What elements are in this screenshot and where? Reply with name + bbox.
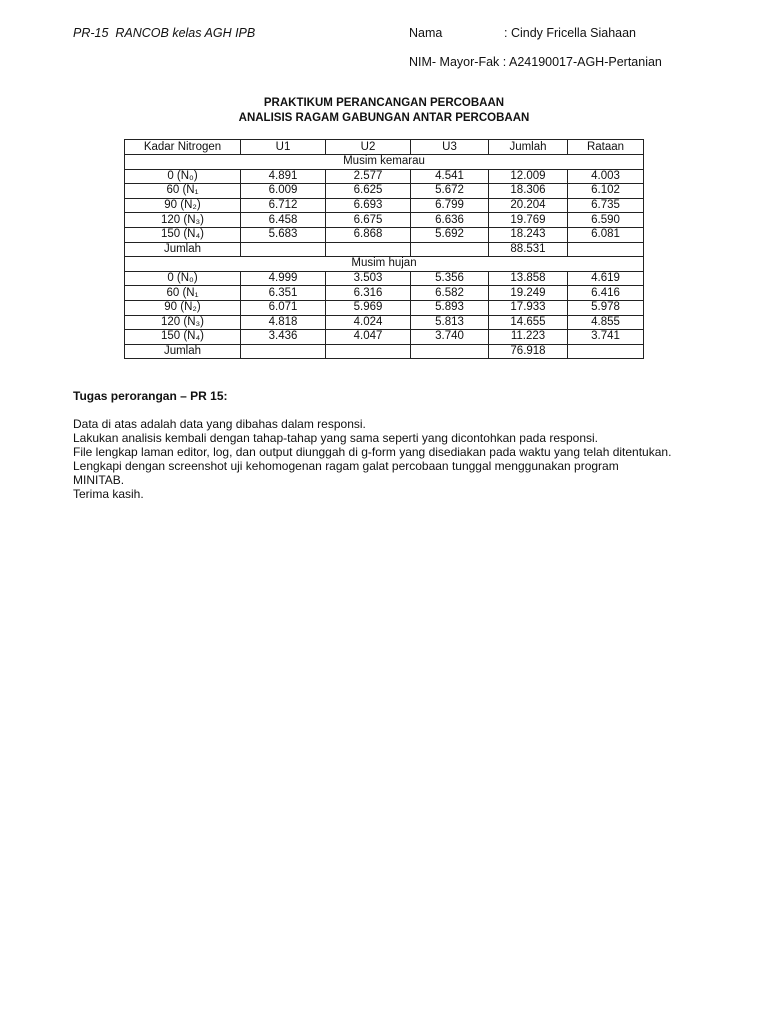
value-cell: 6.799 xyxy=(411,198,489,213)
value-cell: 3.503 xyxy=(326,271,411,286)
value-cell: 6.071 xyxy=(241,300,326,315)
table-row xyxy=(125,315,644,330)
total-cell xyxy=(326,242,411,257)
task-paragraph: Data di atas adalah data yang dibahas dalam responsi. xyxy=(73,417,366,431)
treatment-cell: 0 (N₀) xyxy=(125,169,241,184)
table-row xyxy=(125,184,644,199)
header-cell: U2 xyxy=(326,140,411,155)
total-label: Jumlah xyxy=(125,242,241,257)
value-cell: 6.735 xyxy=(568,198,644,213)
table-row xyxy=(125,213,644,228)
table-row xyxy=(125,286,644,301)
value-cell: 6.693 xyxy=(326,198,411,213)
table-row xyxy=(125,198,644,213)
value-cell: 5.969 xyxy=(326,300,411,315)
header-cell: Kadar Nitrogen xyxy=(125,140,241,155)
total-cell xyxy=(411,344,489,359)
total-cell xyxy=(568,242,644,257)
treatment-cell: 0 (N₀) xyxy=(125,271,241,286)
total-cell: 88.531 xyxy=(489,242,568,257)
treatment-cell: 150 (N₄) xyxy=(125,330,241,345)
value-cell: 5.672 xyxy=(411,184,489,199)
section-label: Musim hujan xyxy=(125,257,644,272)
value-cell: 4.047 xyxy=(326,330,411,345)
task-paragraph: Lakukan analisis kembali dengan tahap-tahap yang sama seperti yang dicontohkan pada responsi. xyxy=(73,431,599,445)
total-cell xyxy=(326,344,411,359)
value-cell: 4.024 xyxy=(326,315,411,330)
task-section xyxy=(73,389,673,501)
value-cell: 6.351 xyxy=(241,286,326,301)
header-cell: U1 xyxy=(241,140,326,155)
value-cell: 19.249 xyxy=(489,286,568,301)
header-cell: Jumlah xyxy=(489,140,568,155)
treatment-cell: 120 (N₃) xyxy=(125,213,241,228)
section-row xyxy=(125,155,644,170)
value-cell: 5.692 xyxy=(411,227,489,242)
value-cell: 4.855 xyxy=(568,315,644,330)
value-cell: 6.009 xyxy=(241,184,326,199)
value-cell: 4.619 xyxy=(568,271,644,286)
treatment-cell: 90 (N₂) xyxy=(125,300,241,315)
value-cell: 6.625 xyxy=(326,184,411,199)
name-label: Nama xyxy=(409,26,443,40)
table-row xyxy=(125,300,644,315)
value-cell: 4.891 xyxy=(241,169,326,184)
total-cell: 76.918 xyxy=(489,344,568,359)
value-cell: 6.416 xyxy=(568,286,644,301)
value-cell: 5.683 xyxy=(241,227,326,242)
value-cell: 3.741 xyxy=(568,330,644,345)
data-table xyxy=(124,139,644,359)
treatment-cell: 60 (N₁ xyxy=(125,286,241,301)
value-cell: 6.102 xyxy=(568,184,644,199)
section-row xyxy=(125,257,644,272)
task-paragraph: File lengkap laman editor, log, dan output diunggah di g-form yang disediakan pada waktu yang telah ditentukan. xyxy=(73,445,672,459)
value-cell: 6.590 xyxy=(568,213,644,228)
total-cell xyxy=(411,242,489,257)
value-cell: 18.306 xyxy=(489,184,568,199)
value-cell: 14.655 xyxy=(489,315,568,330)
task-title: Tugas perorangan – PR 15: xyxy=(73,389,228,403)
task-paragraph: Lengkapi dengan screenshot uji kehomogenan ragam galat percobaan tunggal menggunakan program MINITAB. xyxy=(73,459,619,487)
table-body xyxy=(125,155,644,359)
value-cell: 4.818 xyxy=(241,315,326,330)
name-value: : Cindy Fricella Siahaan xyxy=(504,26,637,40)
title-line-1: PRAKTIKUM PERANCANGAN PERCOBAAN xyxy=(263,97,505,109)
value-cell: 11.223 xyxy=(489,330,568,345)
value-cell: 6.316 xyxy=(326,286,411,301)
value-cell: 5.813 xyxy=(411,315,489,330)
treatment-cell: 150 (N₄) xyxy=(125,227,241,242)
value-cell: 3.436 xyxy=(241,330,326,345)
value-cell: 6.636 xyxy=(411,213,489,228)
table-header-row xyxy=(125,140,644,155)
value-cell: 19.769 xyxy=(489,213,568,228)
title-line-2: ANALISIS RAGAM GABUNGAN ANTAR PERCOBAAN xyxy=(238,112,530,124)
treatment-cell: 60 (N₁ xyxy=(125,184,241,199)
treatment-cell: 90 (N₂) xyxy=(125,198,241,213)
task-paragraph: Terima kasih. xyxy=(73,487,144,501)
value-cell: 13.858 xyxy=(489,271,568,286)
value-cell: 5.893 xyxy=(411,300,489,315)
table-row xyxy=(125,169,644,184)
course-header: PR-15 RANCOB kelas AGH IPB xyxy=(73,26,256,40)
total-cell xyxy=(241,242,326,257)
total-label: Jumlah xyxy=(125,344,241,359)
treatment-cell: 120 (N₃) xyxy=(125,315,241,330)
value-cell: 12.009 xyxy=(489,169,568,184)
value-cell: 6.458 xyxy=(241,213,326,228)
nim-line: NIM- Mayor-Fak : A24190017-AGH-Pertanian xyxy=(409,55,662,69)
value-cell: 4.541 xyxy=(411,169,489,184)
section-label: Musim kemarau xyxy=(125,155,644,170)
table-row xyxy=(125,330,644,345)
value-cell: 6.675 xyxy=(326,213,411,228)
value-cell: 6.081 xyxy=(568,227,644,242)
table-row xyxy=(125,227,644,242)
total-row xyxy=(125,344,644,359)
value-cell: 6.582 xyxy=(411,286,489,301)
value-cell: 4.003 xyxy=(568,169,644,184)
value-cell: 6.868 xyxy=(326,227,411,242)
value-cell: 2.577 xyxy=(326,169,411,184)
value-cell: 4.999 xyxy=(241,271,326,286)
value-cell: 17.933 xyxy=(489,300,568,315)
total-cell xyxy=(568,344,644,359)
value-cell: 6.712 xyxy=(241,198,326,213)
header-cell: U3 xyxy=(411,140,489,155)
value-cell: 20.204 xyxy=(489,198,568,213)
table-row xyxy=(125,271,644,286)
value-cell: 3.740 xyxy=(411,330,489,345)
header-cell: Rataan xyxy=(568,140,644,155)
document-title xyxy=(0,96,768,126)
value-cell: 5.978 xyxy=(568,300,644,315)
total-row xyxy=(125,242,644,257)
total-cell xyxy=(241,344,326,359)
value-cell: 5.356 xyxy=(411,271,489,286)
value-cell: 18.243 xyxy=(489,227,568,242)
